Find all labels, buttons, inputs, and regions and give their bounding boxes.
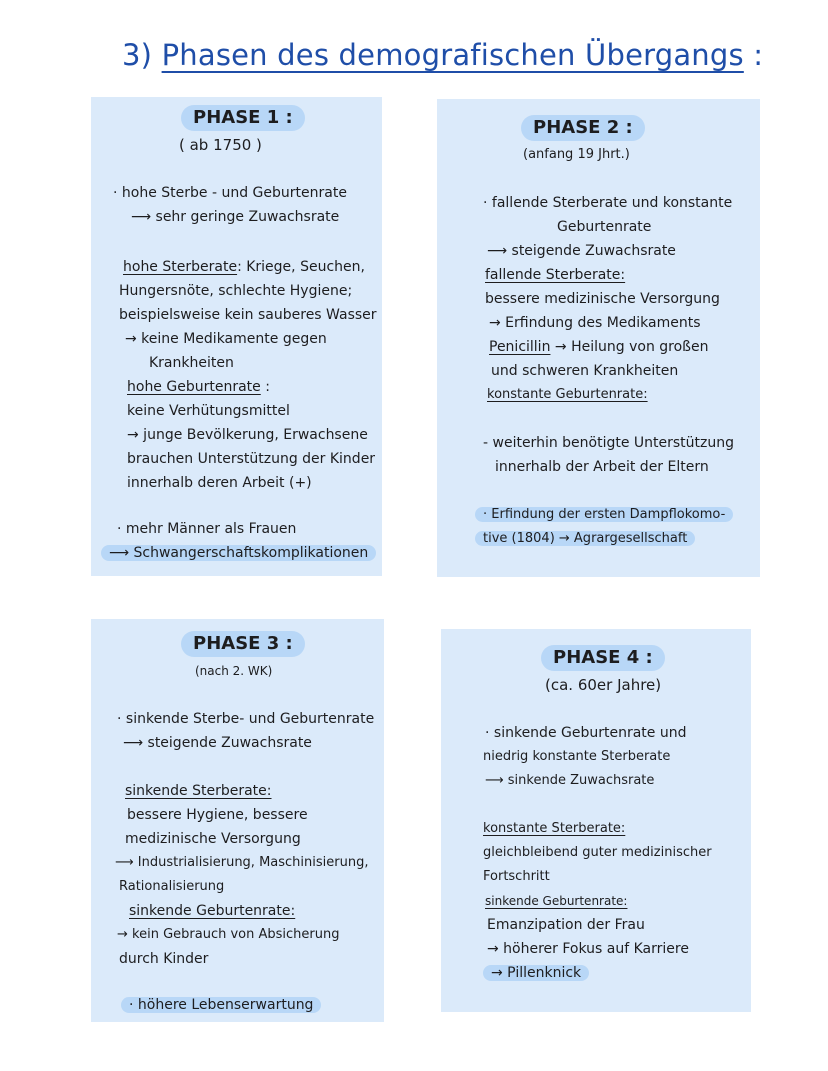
phase-3-line: durch Kinder [119, 951, 209, 967]
phase-3-heading: sinkende Geburtenrate: [129, 903, 296, 919]
phase-1-highlight: ⟶ Schwangerschaftskomplikationen [101, 545, 376, 561]
phase-1-line: innerhalb deren Arbeit (+) [127, 475, 312, 491]
phase-4-line: niedrig konstante Sterberate [483, 749, 671, 764]
phase-1-line: keine Verhütungsmittel [127, 403, 290, 419]
phase-2-label: PHASE 2 : [521, 115, 645, 141]
phase-1-line: ⟶ sehr geringe Zuwachsrate [131, 209, 340, 225]
phase-2-line: bessere medizinische Versorgung [485, 291, 720, 307]
phase-1-heading: hohe Geburtenrate [127, 379, 261, 395]
phase-4-line: → höherer Fokus auf Karriere [487, 941, 689, 957]
phase-1-card [91, 97, 382, 576]
phase-4-line: Fortschritt [483, 869, 550, 884]
phase-1-line: hohe Geburtenrate : [127, 379, 270, 395]
phase-2-line: - weiterhin benötigte Unterstützung [483, 435, 735, 451]
phase-2-highlight: · Erfindung der ersten Dampflokomo- [475, 507, 733, 522]
phase-2-line [483, 527, 695, 551]
phase-4-label: PHASE 4 : [541, 645, 665, 671]
phase-1-line: · mehr Männer als Frauen [117, 521, 297, 537]
phase-1-period: ( ab 1750 ) [179, 136, 262, 154]
phase-4-period: (ca. 60er Jahre) [545, 676, 662, 694]
phase-2-heading: fallende Sterberate: [485, 267, 626, 283]
phase-3-label: PHASE 3 : [181, 631, 305, 657]
phase-4-line: Emanzipation der Frau [487, 917, 645, 933]
phase-1-line: → keine Medikamente gegen [125, 331, 327, 347]
phase-2-line: innerhalb der Arbeit der Eltern [495, 459, 709, 475]
phase-2-heading: konstante Geburtenrate: [487, 387, 648, 402]
phase-1-line: brauchen Unterstützung der Kinder [127, 451, 376, 467]
phase-2-line [483, 503, 733, 527]
phase-1-label: PHASE 1 : [181, 105, 305, 131]
phase-1-line: Krankheiten [149, 355, 234, 371]
page-title [122, 38, 764, 72]
phase-2-card [437, 99, 760, 577]
phase-3-heading: sinkende Sterberate: [125, 783, 272, 799]
phase-2-term: Penicillin [489, 339, 551, 355]
phase-1-line: Hungersnöte, schlechte Hygiene; [119, 283, 353, 299]
phase-3-line: Rationalisierung [119, 879, 225, 894]
phase-3-highlight: · höhere Lebenserwartung [121, 997, 321, 1013]
phase-2-period: (anfang 19 Jhrt.) [523, 147, 630, 162]
phase-1-heading: hohe Sterberate [123, 259, 238, 275]
phase-1-line: → junge Bevölkerung, Erwachsene [127, 427, 368, 443]
title-number: 3) [122, 38, 153, 72]
phase-4-line [491, 961, 589, 985]
phase-3-card [91, 619, 384, 1022]
phase-4-heading: konstante Sterberate: [483, 821, 626, 836]
phase-3-line [129, 993, 321, 1017]
phase-4-highlight: → Pillenknick [483, 965, 589, 981]
phase-2-line: · fallende Sterberate und konstante [483, 195, 733, 211]
phase-2-line: und schweren Krankheiten [491, 363, 679, 379]
phase-4-line: gleichbleibend guter medizinischer [483, 845, 712, 860]
phase-2-line: Geburtenrate [557, 219, 652, 235]
phase-3-line: ⟶ steigende Zuwachsrate [123, 735, 312, 751]
phase-2-line: Penicillin → Heilung von großen [489, 339, 709, 355]
title-text: Phasen des demografischen Übergangs [161, 38, 744, 72]
phase-4-line: ⟶ sinkende Zuwachsrate [485, 773, 655, 788]
phase-3-line: ⟶ Industrialisierung, Maschinisierung, [115, 855, 369, 870]
phase-3-line: → kein Gebrauch von Absicherung [117, 927, 340, 942]
phase-1-line [109, 541, 376, 565]
phase-3-period: (nach 2. WK) [195, 664, 273, 678]
phase-4-heading: sinkende Geburtenrate: [485, 894, 628, 908]
title-suffix: : [753, 38, 764, 72]
phase-1-line: · hohe Sterbe - und Geburtenrate [113, 185, 347, 201]
phase-2-line: → Erfindung des Medikaments [489, 315, 701, 331]
phase-3-line: · sinkende Sterbe- und Geburtenrate [117, 711, 375, 727]
phase-3-line: bessere Hygiene, bessere [127, 807, 308, 823]
phase-2-highlight: tive (1804) → Agrargesellschaft [475, 531, 695, 546]
phase-1-line: beispielsweise kein sauberes Wasser [119, 307, 377, 323]
phase-4-card [441, 629, 751, 1012]
phase-3-line: medizinische Versorgung [125, 831, 301, 847]
phase-4-line: · sinkende Geburtenrate und [485, 725, 687, 741]
phase-1-line: hohe Sterberate: Kriege, Seuchen, [123, 259, 365, 275]
phase-2-line: ⟶ steigende Zuwachsrate [487, 243, 676, 259]
